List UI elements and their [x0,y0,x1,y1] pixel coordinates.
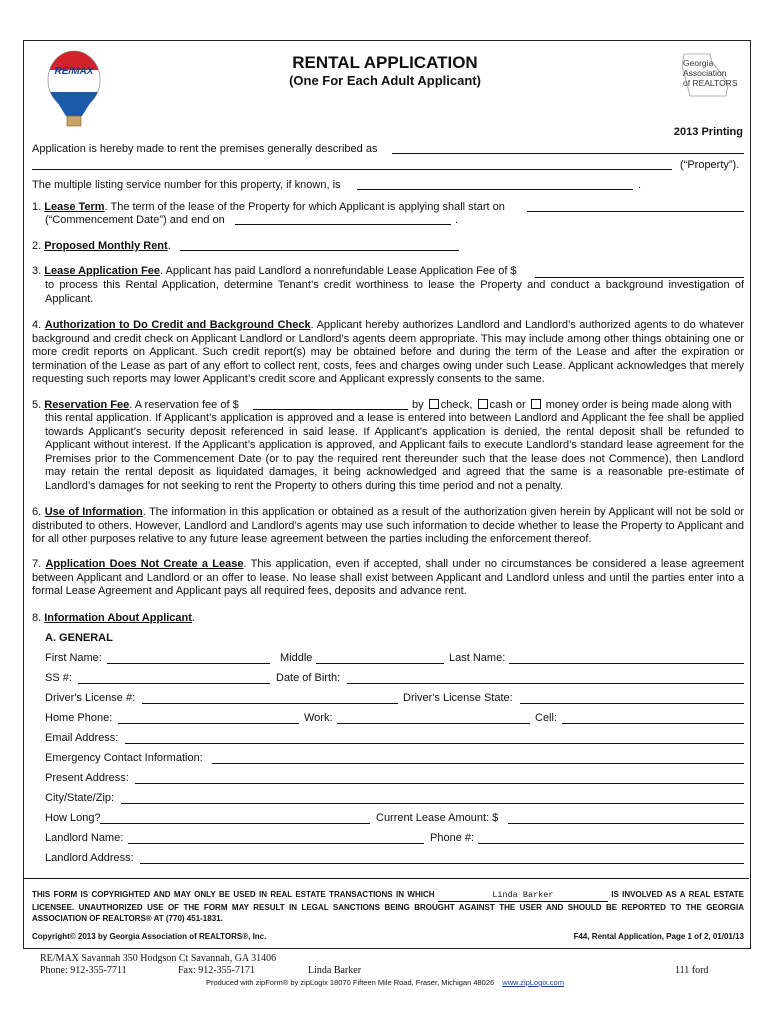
office-address: RE/MAX Savannah 350 Hodgson Ct Savannah, GA 31406 [40,953,277,964]
section-4 [32,319,744,387]
present-address-label: Present Address: [45,772,129,784]
section-5 [32,398,239,412]
dl-input[interactable] [142,703,398,704]
section-6-text: . The information in this application or obtained as a result of the authorization given herein by Applicant will not be sold or distributed to others. However, Landlord and Landlord’s agents may use such information to decide whether to lease the Property to Applicant and for all other purposes relative to any future lease agreement between the parties including the enforcement thereof. [32,506,744,546]
ziplogix-link[interactable]: www.zipLogix.com [502,978,564,987]
start-date-line[interactable] [527,211,744,212]
mls-label: The multiple listing service number for this property, if known, is [32,179,341,191]
gar-line-1: Georgia [683,58,714,68]
ss-label: SS #: [45,672,72,684]
section-2-period: . [167,240,171,252]
monthly-rent-line[interactable] [180,250,459,251]
how-long-input[interactable] [100,823,370,824]
first-name-input[interactable] [107,663,270,664]
section-3-continued: to process this Rental Application, determine Tenant’s credit worthiness to lease the Property and conduct a background investigation of Applicant. [45,279,744,305]
premises-line[interactable] [392,153,744,154]
present-address-input[interactable] [135,783,744,784]
copyright-notice-b: IS INVOLVED AS A REAL ESTATE LICENSEE. UNAUTHORIZED USE OF THE FORM MAY RESULT IN LEGAL SANCTIONS BEING BROUGHT AGAINST THE USER AND SHOULD BE REPORTED TO THE GEORGIA ASSOCIATION OF REALTORS® AT (770) 451-1831. [32,890,744,923]
how-long-label: How Long? [45,812,101,824]
ss-input[interactable] [78,683,270,684]
check-checkbox[interactable] [429,399,439,409]
copyright-line: Copyright© 2013 by Georgia Association of REALTORS®, Inc. [32,932,267,941]
licensee-name: Linda Barker [438,890,608,902]
section-5-number: 5. [32,399,42,411]
section-4-text: . Applicant hereby authorizes Landlord and Landlord’s authorized agents to do whatever background and credit check on Applicant Landlord or Landlord’s agents deem appropriate. This may include among other things obtaining one or more credit reports on Applicant. Such credit report(s) may be obtained before and during the term of the Lease and after the expiration or termination of the Lease as part of any effort to collect rent, costs, fees and charges owing under such Lease. Applicant acknowledges that merely requesting such reports may lower Applicant’s credit score and Applicant expressly consents to the same. [32,319,744,386]
landlord-address-input[interactable] [140,863,744,864]
commencement-label: (“Commencement Date”) and end on [45,214,225,226]
emergency-input[interactable] [212,763,744,764]
landlord-name-input[interactable] [128,843,424,844]
section-8-number: 8. [32,612,42,624]
by-label: by [412,399,424,411]
office-fax: Fax: 912-355-7171 [178,965,255,976]
gar-logo-text [683,58,737,88]
section-6-title: Use of Information [44,506,143,518]
check-label: check, [440,399,473,411]
dob-input[interactable] [347,683,744,684]
page-title: RENTAL APPLICATION [292,53,478,72]
section-1-title: Lease Term [44,201,105,213]
last-name-label: Last Name: [449,652,506,664]
money-order-label: money order is being made along with [545,399,732,411]
section-8-period: . [191,612,195,624]
phone-label: Phone #: [430,832,475,844]
section-7-number: 7. [32,558,42,570]
payment-methods [412,398,732,412]
file-name: 111 ford [675,965,709,976]
section-7 [32,558,744,599]
reservation-fee-line[interactable] [253,409,408,410]
dob-label: Date of Birth: [276,672,341,684]
work-phone-input[interactable] [337,723,530,724]
section-7-title: Application Does Not Create a Lease [45,558,244,570]
cell-phone-input[interactable] [562,723,744,724]
premises-line-2[interactable] [32,169,672,170]
mls-period: . [638,179,642,191]
section-5-text: . A reservation fee of $ [129,399,239,411]
mls-line[interactable] [357,189,633,190]
money-order-checkbox[interactable] [531,399,541,409]
end-date-period: . [455,214,459,226]
printing-year: 2013 Printing [673,126,743,138]
copyright-notice-a: THIS FORM IS COPYRIGHTED AND MAY ONLY BE USED IN REAL ESTATE TRANSACTIONS IN WHICH [32,890,435,899]
section-8 [32,611,195,625]
dl-state-input[interactable] [520,703,744,704]
email-input[interactable] [125,743,744,744]
premises-label: Application is hereby made to rent the premises generally described as [32,143,378,155]
last-name-input[interactable] [509,663,744,664]
general-heading: A. GENERAL [45,632,113,644]
office-phone: Phone: 912-355-7711 [40,965,127,976]
section-7-text: . This application, even if accepted, shall under no circumstances be considered a lease agreement between Applicant and Landlord or an offer to lease. No lease shall exist between Applicant and Landlord unless and until the parties enter into a formal Lease Agreement and Applicant pays all required fees, deposits and advance rent. [32,558,744,598]
section-8-title: Information About Applicant [44,612,192,624]
cash-label: cash or [489,399,526,411]
cash-checkbox[interactable] [478,399,488,409]
landlord-address-label: Landlord Address: [45,852,134,864]
agent-name: Linda Barker [308,965,362,976]
end-date-line[interactable] [235,224,451,225]
lease-amount-input[interactable] [508,823,744,824]
section-2-number: 2. [32,240,42,252]
logo-text: RE/MAX [54,66,94,77]
city-label: City/State/Zip: [45,792,115,804]
section-3-text: . Applicant has paid Landlord a nonrefundable Lease Application Fee of $ [160,265,517,277]
section-4-number: 4. [32,319,42,331]
landlord-phone-input[interactable] [478,843,744,844]
section-6 [32,506,744,547]
section-3-number: 3. [32,265,42,277]
copyright-notice [32,889,744,924]
section-5-title: Reservation Fee [44,399,130,411]
section-2-title: Proposed Monthly Rent [44,240,168,252]
footer-divider [23,878,749,879]
section-1-number: 1. [32,201,42,213]
section-3-title: Lease Application Fee [44,265,160,277]
page-subtitle: (One For Each Adult Applicant) [289,73,481,88]
email-label: Email Address: [45,732,119,744]
gar-line-2: Association [683,68,727,78]
home-phone-input[interactable] [118,723,299,724]
landlord-name-label: Landlord Name: [45,832,124,844]
section-2 [32,239,171,253]
property-label: (“Property”). [680,159,740,171]
first-name-label: First Name: [45,652,102,664]
section-4-title: Authorization to Do Credit and Background Check [44,319,311,331]
middle-label: Middle [280,652,313,664]
dl-state-label: Driver's License State: [403,692,513,704]
section-5-continued: this rental application. If Applicant’s application is approved and a lease is entered into between Landlord and Applicant the fee shall be applied towards Applicant’s security deposit referenced in said lease. If Applicant’s application is denied, the rental deposit shall be refunded to Applicant without interest. If the Applicant’s application is approved, and Applicant fails to execute Landlord’s standard lease agreement for the Premises prior to the Commencement Date (or to pay the required rent thereunder such that the lease does not Commence), then Landlord may retain the rental deposit as liquidated damages, it being acknowledged and agreed that the same is a reasonable pre-estimate of Landlord’s damages for not seeking to rent the Property to others during this time period and not a penalty. [45,412,744,492]
work-label: Work: [304,712,333,724]
lease-amount-label: Current Lease Amount: $ [376,812,499,824]
application-fee-line[interactable] [535,277,744,278]
section-1 [32,200,505,214]
section-6-number: 6. [32,506,42,518]
cell-label: Cell: [535,712,558,724]
produced-line [0,978,770,987]
city-input[interactable] [121,803,744,804]
produced-text: Produced with zipForm® by zipLogix 18070 Fifteen Mile Road, Fraser, Michigan 48026 [206,978,495,987]
emergency-label: Emergency Contact Information: [45,752,203,764]
form-id: F44, Rental Application, Page 1 of 2, 01/01/13 [573,932,744,941]
section-1-text: . The term of the lease of the Property for which Applicant is applying shall start on [104,201,505,213]
gar-line-3: of REALTORS [683,78,738,88]
middle-name-input[interactable] [316,663,444,664]
dl-label: Driver's License #: [45,692,136,704]
home-phone-label: Home Phone: [45,712,113,724]
